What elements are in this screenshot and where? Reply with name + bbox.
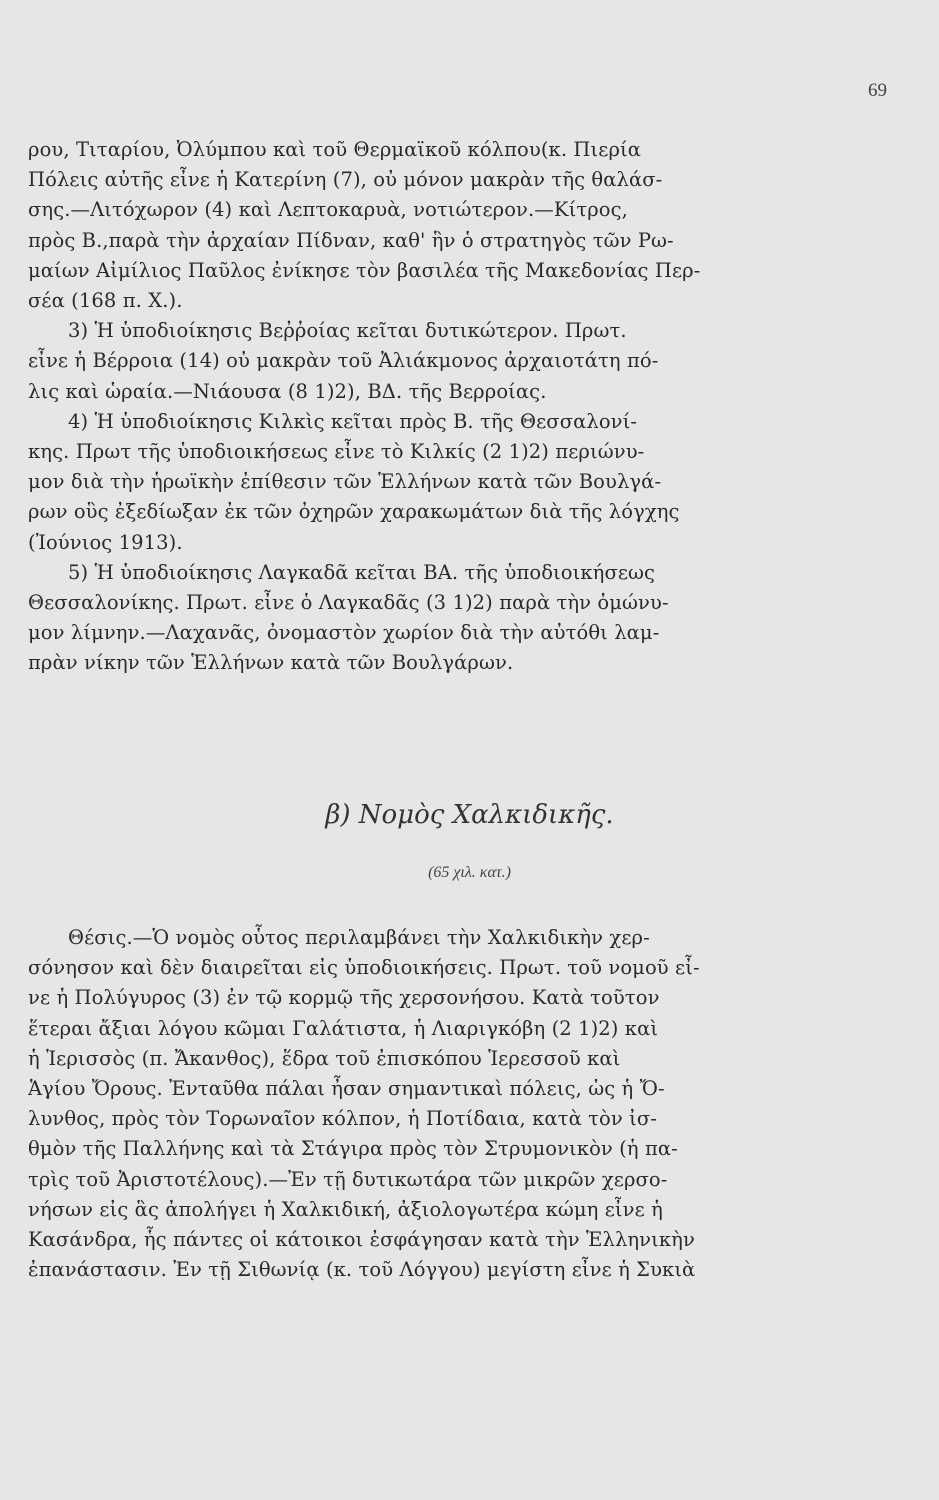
text-line: 5) Ἡ ὑποδιοίκησις Λαγκαδᾶ κεῖται ΒΑ. τῆς ὑποδιοικήσεως (68, 560, 656, 584)
text-line: (Ἰούνιος 1913). (28, 530, 183, 554)
text-line: μαίων Αἰμίλιος Παῦλος ἐνίκησε τὸν βασιλέα τῆς Μακεδονίας Περ- (28, 258, 701, 282)
text-line: σόνησον καὶ δὲν διαιρεῖται εἰς ὑποδιοικήσεις. Πρωτ. τοῦ νομοῦ εἶ- (28, 956, 700, 980)
text-line: 3) Ἡ ὑποδιοίκησις Βεῤῥοίας κεῖται δυτικώτερον. Πρωτ. (68, 319, 627, 343)
text-line: πρὸς Β.,παρὰ τὴν ἀρχαίαν Πίδναν, καθ' ἣν ὁ στρατηγὸς τῶν Ρω- (28, 228, 674, 252)
text-line: Ἁγίου Ὄρους. Ἐνταῦθα πάλαι ἦσαν σημαντικαὶ πόλεις, ὡς ἡ Ὄ- (28, 1077, 665, 1101)
text-line: σης.—Λιτόχωρον (4) καὶ Λεπτοκαρυὰ, νοτιώτερον.—Κίτρος, (28, 198, 628, 222)
section-heading: β) Νομὸς Χαλκιδικῆς. (325, 800, 614, 830)
text-line: νε ἡ Πολύγυρος (3) ἐν τῷ κορμῷ τῆς χερσονήσου. Κατὰ τοῦτον (28, 986, 660, 1010)
text-line: Πόλεις αὐτῆς εἶνε ἡ Κατερίνη (7), οὐ μόνον μακρὰν τῆς θαλάσ- (28, 168, 663, 192)
text-line: Θέσις.—Ὁ νομὸς οὗτος περιλαμβάνει τὴν Χαλκιδικὴν χερ- (68, 926, 650, 949)
text-line: λυνθος, πρὸς τὸν Τορωναῖον κόλπον, ἡ Ποτίδαια, κατὰ τὸν ἰσ- (28, 1107, 657, 1131)
text-line: ρου, Τιταρίου, Ὀλύμπου καὶ τοῦ Θερμαϊκοῦ κόλπου(κ. Πιερία (28, 138, 642, 161)
text-line: σέα (168 π. Χ.). (28, 289, 183, 313)
text-line: εἶνε ἡ Βέρροια (14) οὐ μακρὰν τοῦ Ἀλιάκμονος ἀρχαιοτάτη πό- (28, 349, 659, 373)
text-line: 4) Ἡ ὑποδιοίκησις Κιλκὶς κεῖται πρὸς Β. τῆς Θεσσαλονί- (68, 409, 638, 433)
text-line: ἐπανάστασιν. Ἐν τῇ Σιθωνίᾳ (κ. τοῦ Λόγγου) μεγίστη εἶνε ἡ Συκιὰ (28, 1258, 696, 1282)
page-number: 69 (868, 80, 887, 101)
text-line: ἡ Ἱερισσὸς (π. Ἄκανθος), ἕδρα τοῦ ἐπισκόπου Ἱερεσσοῦ καὶ (28, 1046, 621, 1070)
text-block-bottom (28, 923, 898, 1285)
text-line: πρὰν νίκην τῶν Ἑλλήνων κατὰ τῶν Βουλγάρων. (28, 651, 514, 675)
text-line: μον λίμνην.—Λαχανᾶς, ὀνομαστὸν χωρίον διὰ τὴν αὐτόθι λαμ- (28, 621, 660, 645)
text-line: ἕτεραι ἄξιαι λόγου κῶμαι Γαλάτιστα, ἡ Λιαριγκόβη (2 1)2) καὶ (28, 1016, 659, 1040)
text-line: μον διὰ τὴν ἡρωϊκὴν ἐπίθεσιν τῶν Ἑλλήνων κατὰ τῶν Βουλγά- (28, 470, 662, 494)
section-subheading: (65 χιλ. κατ.) (428, 864, 511, 881)
text-line: θμὸν τῆς Παλλήνης καὶ τὰ Στάγιρα πρὸς τὸν Στρυμονικὸν (ἡ πα- (28, 1137, 678, 1161)
text-line: Κασάνδρα, ἧς πάντες οἱ κάτοικοι ἐσφάγησαν κατὰ τὴν Ἑλληνικὴν (28, 1228, 695, 1252)
text-line: κης. Πρωτ τῆς ὑποδιοικήσεως εἶνε τὸ Κιλκίς (2 1)2) περιώνυ- (28, 440, 645, 464)
text-line: νήσων εἰς ἃς ἀπολήγει ἡ Χαλκιδική, ἀξιολογωτέρα κώμη εἶνε ἡ (28, 1197, 663, 1221)
text-line: ρων οὓς ἐξεδίωξαν ἐκ τῶν ὀχηρῶν χαρακωμάτων διὰ τῆς λόγχης (28, 500, 680, 524)
text-line: λις καὶ ὡραία.—Νιάουσα (8 1)2), ΒΔ. τῆς Βερροίας. (28, 379, 547, 403)
text-line: τρὶς τοῦ Ἀριστοτέλους).—Ἐν τῇ δυτικωτάρα τῶν μικρῶν χερσο- (28, 1167, 668, 1191)
text-block-top (28, 135, 898, 679)
text-line: Θεσσαλονίκης. Πρωτ. εἶνε ὁ Λαγκαδᾶς (3 1)2) παρὰ τὴν ὁμώνυ- (28, 591, 669, 615)
